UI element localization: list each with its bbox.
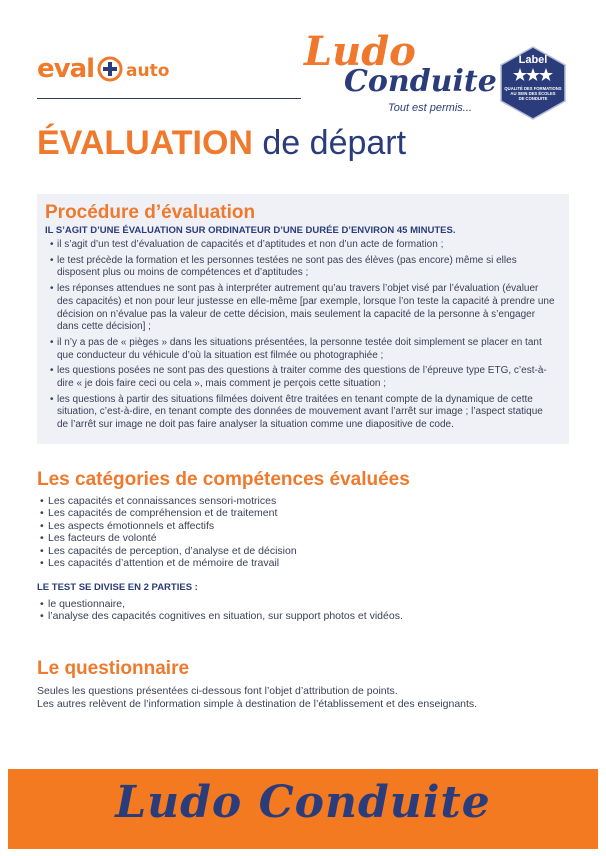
list-item: • l’analyse des capacités cognitives en situation, sur support photos et vidéos.	[40, 610, 403, 622]
procedure-title: Procédure d’évaluation	[45, 202, 256, 223]
questionnaire-text	[37, 685, 567, 710]
badge-text-line-3: DE CONDUITE	[518, 96, 548, 101]
list-item: • Les capacités d’attention et de mémoire de travail	[40, 557, 297, 569]
eval-logo-word: eval	[37, 54, 95, 84]
list-item: • Les capacités de perception, d’analyse et de décision	[40, 545, 297, 557]
list-item: • Les aspects émotionnels et affectifs	[40, 520, 297, 532]
logo-tagline: Tout est permis...	[388, 102, 472, 114]
list-item: • Les capacités et connaissances sensori-motrices	[40, 495, 297, 507]
page-title-main: ÉVALUATION	[37, 124, 253, 162]
list-item: • le questionnaire,	[40, 598, 403, 610]
list-item: • il s’agit d’un test d’évaluation de capacités et d’aptitudes et non d’un acte de formation ;	[50, 239, 555, 252]
ludo-logo-word: Ludo	[304, 28, 416, 75]
ludo-conduite-logo	[304, 28, 497, 118]
list-item: • Les capacités de compréhension et de traitement	[40, 507, 297, 519]
list-item: • le test précède la formation et les personnes testées ne sont pas des élèves (pas encore) même si elles disposent plus ou moins de compétences et d’aptitudes ;	[50, 255, 555, 280]
conduite-logo-word: Conduite	[344, 64, 497, 99]
questionnaire-title: Le questionnaire	[37, 658, 190, 679]
list-item: • les questions posées ne sont pas des questions à traiter comme des questions de l’épreuve type ETG, c’est-à-dire « je dois faire ceci ou cela », mais comment je perçois cette situation ;	[50, 365, 555, 390]
header-divider	[37, 98, 301, 99]
procedure-subtitle: IL S’AGIT D’UNE ÉVALUATION SUR ORDINATEUR D’UNE DURÉE D’ENVIRON 45 MINUTES.	[45, 225, 456, 236]
list-item: • il n’y a pas de « pièges » dans les situations présentées, la personne testée doit simplement se placer en tant que conducteur du véhicule d’où la situation est filmée ou photographiée ;	[50, 337, 555, 362]
page-title-rest: de départ	[252, 124, 407, 162]
footer-band	[8, 769, 598, 849]
quality-label-badge	[496, 46, 570, 120]
procedure-list	[50, 239, 555, 435]
badge-title: Label	[518, 54, 548, 66]
questionnaire-line-2: Les autres relèvent de l’information simple à destination de l’établissement et des enseignants.	[37, 697, 478, 710]
test-parts-heading: LE TEST SE DIVISE EN 2 PARTIES :	[37, 582, 198, 593]
plus-circle-icon	[97, 56, 123, 82]
page-title	[37, 124, 406, 163]
footer-brand-text: Ludo Conduite	[115, 777, 491, 828]
test-parts-list	[40, 598, 403, 623]
list-item: • les réponses attendues ne sont pas à interpréter autrement qu’au travers l’objet visé par l’évaluation (évaluer des capacités) et non pour leur justesse en elle-même [par exemple, lorsque l’on teste la capacité à prendre une décision on n’évalue pas la valeur de cette décision, mais seulement la capacité de la personne à s’engager dans cette décision] ;	[50, 283, 555, 334]
auto-logo-word: auto	[126, 61, 170, 81]
questionnaire-line-1: Seules les questions présentées ci-dessous font l’objet d’attribution de points.	[37, 685, 398, 697]
badge-text-line-1: QUALITÉ DES FORMATIONS	[504, 86, 562, 91]
categories-list	[40, 495, 297, 569]
categories-title: Les catégories de compétences évaluées	[37, 469, 410, 490]
footer	[0, 769, 606, 856]
list-item: • Les facteurs de volonté	[40, 532, 297, 544]
badge-text-line-2: AU SEIN DES ÉCOLES	[510, 91, 556, 96]
eval-auto-logo	[37, 52, 169, 86]
list-item: • les questions à partir des situations filmées doivent être traitées en tenant compte de la dynamique de cette situation, c’est-à-dire, en tenant compte des données de mouvement avant l’arrêt sur image ; l’aspect statique de l’arrêt sur image ne doit pas faire analyser la situation comme une diapositive de code.	[50, 394, 555, 432]
